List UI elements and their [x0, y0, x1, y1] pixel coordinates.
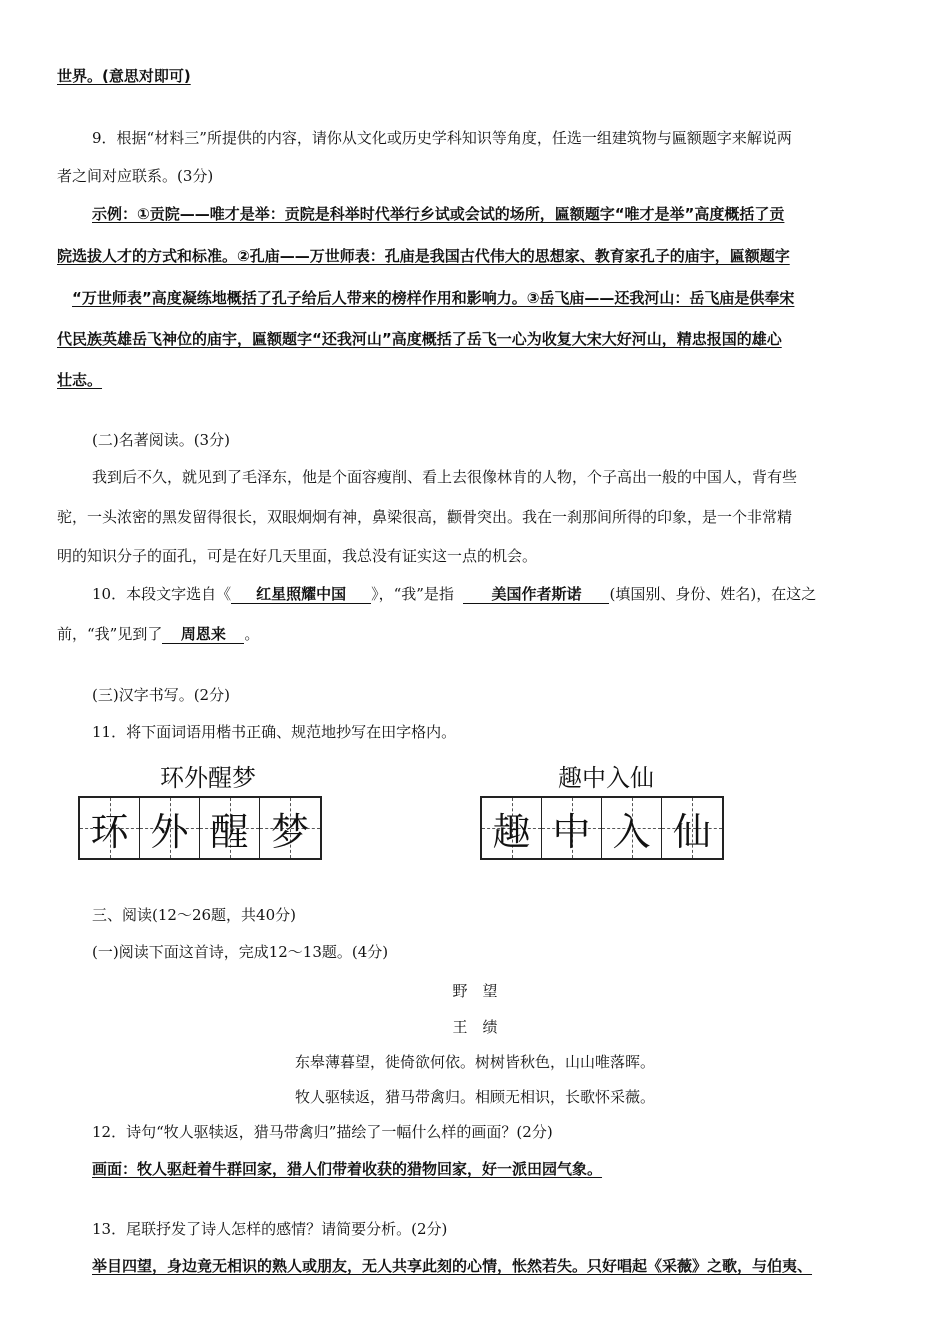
poem-line2: 牧人驱犊返，猎马带禽归。相顾无相识，长歌怀采薇。 — [294, 1088, 655, 1106]
q10-line2-end: 。 — [244, 625, 260, 643]
grid-cell — [662, 798, 722, 858]
grid2-title: 趣中入仙 — [558, 764, 654, 792]
q12-answer: 画面：牧人驱赶着牛群回家，猎人们带着收获的猎物回家，好一派田园气象。 — [92, 1160, 603, 1178]
top-line: 世界。(意思对即可) — [57, 67, 191, 85]
grid-char: 仙 — [672, 809, 711, 854]
grid1-title: 环外醒梦 — [160, 764, 256, 792]
grid-char: 外 — [150, 809, 189, 854]
q10-line2 — [57, 624, 259, 644]
q9-answer-line2: 院选拔人才的方式和标准。②孔庙——万世师表：孔庙是我国古代伟大的思想家、教育家孔子的庙宇，匾额题字 — [57, 247, 790, 265]
q11-text: 11．将下面词语用楷书正确、规范地抄写在田字格内。 — [92, 723, 457, 741]
poem-line1: 东皋薄暮望，徙倚欲何依。树树皆秋色，山山唯落晖。 — [294, 1053, 655, 1071]
grid-char: 入 — [612, 809, 651, 854]
grid-cell — [140, 798, 200, 858]
passage-line2: 驼，一头浓密的黑发留得很长，双眼炯炯有神，鼻梁很高，颧骨突出。我在一刹那间所得的印象，是一个非常精 — [57, 508, 793, 526]
grid-cell — [482, 798, 542, 858]
passage-line1: 我到后不久，就见到了毛泽东，他是个面容瘦削、看上去很像林肯的人物，个子高出一般的中国人，背有些 — [92, 468, 798, 486]
poem-title: 野 望 — [452, 982, 498, 1000]
grid-cell — [260, 798, 320, 858]
grid-char: 中 — [552, 809, 591, 854]
q13-answer: 举目四望，身边竟无相识的熟人或朋友，无人共享此刻的心情，怅然若失。只好唱起《采薇》之歌，与伯夷、 — [92, 1257, 813, 1275]
q10-suffix: (填国别、身份、姓名)，在这之 — [609, 585, 817, 603]
part3-subheading: (一)阅读下面这首诗，完成12～13题。(4分) — [92, 943, 389, 961]
tianzige-grid-1 — [78, 796, 322, 860]
poem-author: 王 绩 — [452, 1018, 498, 1036]
q9-answer-line5: 壮志。 — [57, 371, 103, 389]
q9-line1: 9．根据“材料三”所提供的内容，请你从文化或历史学科知识等角度，任选一组建筑物与匾额题字来解说两 — [92, 129, 792, 147]
grid-char: 醒 — [210, 809, 249, 854]
q10-line1 — [92, 584, 816, 604]
grid-cell — [200, 798, 260, 858]
grid-cell — [542, 798, 602, 858]
section2-heading: (二)名著阅读。(3分) — [92, 431, 230, 449]
grid-char: 梦 — [270, 809, 309, 854]
q10-middle: 》，“我”是指 — [371, 585, 454, 603]
section3-heading: (三)汉字书写。(2分) — [92, 686, 230, 704]
grid-char: 趣 — [492, 809, 531, 854]
grid-char: 环 — [90, 809, 129, 854]
grid-cell — [602, 798, 662, 858]
part3-heading: 三、阅读(12～26题，共40分) — [92, 906, 296, 924]
q10-answer-person: 美国作者斯诺 — [463, 585, 609, 604]
q10-answer-met: 周恩来 — [162, 625, 244, 644]
q9-answer-line3: “万世师表”高度凝练地概括了孔子给后人带来的榜样作用和影响力。③岳飞庙——还我河山：岳飞庙是供奉宋 — [72, 289, 795, 307]
passage-line3: 明的知识分子的面孔，可是在好几天里面，我总没有证实这一点的机会。 — [57, 547, 538, 565]
grid-cell — [80, 798, 140, 858]
q9-answer-line4: 代民族英雄岳飞神位的庙宇，匾额题字“还我河山”高度概括了岳飞一心为收复大宋大好河山，精忠报国的雄心 — [57, 330, 782, 348]
q9-line2: 者之间对应联系。(3分) — [57, 167, 214, 185]
q13-text: 13．尾联抒发了诗人怎样的感情？请简要分析。(2分) — [92, 1220, 448, 1238]
q10-prefix: 10．本段文字选自《 — [92, 585, 232, 603]
q10-answer-book: 红星照耀中国 — [231, 585, 371, 604]
q9-answer-line1: 示例：①贡院——唯才是举：贡院是科举时代举行乡试或会试的场所，匾额题字“唯才是举”高度概括了贡 — [92, 205, 785, 223]
q12-text: 12．诗句“牧人驱犊返，猎马带禽归”描绘了一幅什么样的画面？(2分) — [92, 1123, 553, 1141]
q10-line2-prefix: 前，“我”见到了 — [57, 625, 163, 643]
tianzige-grid-2 — [480, 796, 724, 860]
